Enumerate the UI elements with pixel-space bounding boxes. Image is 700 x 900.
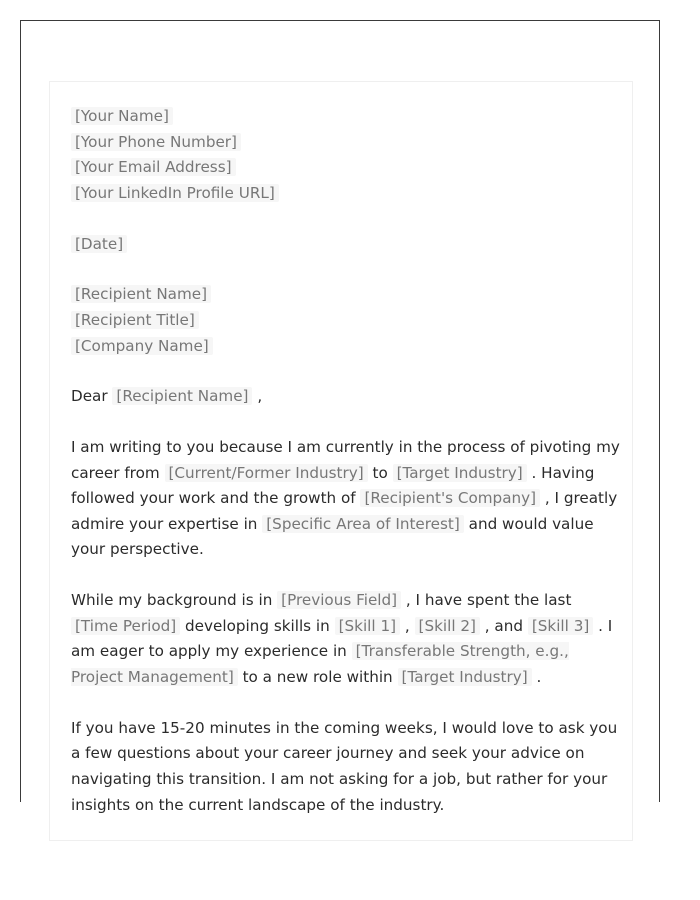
target-industry-placeholder: [Target Industry] bbox=[398, 668, 532, 686]
recipient-title-placeholder: [Recipient Title] bbox=[71, 311, 199, 329]
recipient-name-placeholder: [Recipient Name] bbox=[71, 285, 211, 303]
paragraph-text: , I greatly admire your expertise in bbox=[71, 489, 618, 533]
paragraph-text: . bbox=[536, 668, 542, 687]
paragraph-request: If you have 15-20 minutes in the coming weeks, I would love to ask you a few questions about your career journey and seek your advice on navigating this transition. I am not asking for a job, but rather for your insights on the current landscape of the industry. bbox=[71, 718, 618, 814]
paragraph-text: While my background is in bbox=[71, 591, 273, 610]
paragraph-text: , bbox=[404, 616, 410, 635]
time-period-placeholder: [Time Period] bbox=[71, 617, 180, 635]
paragraph-text: to a new role within bbox=[242, 668, 393, 687]
paragraph-text: , and bbox=[484, 616, 524, 635]
paragraph-text: developing skills in bbox=[185, 616, 330, 635]
target-industry-placeholder: [Target Industry] bbox=[393, 464, 527, 482]
paragraph-text: I am writing to you because I am currently in the process of pivoting my career from bbox=[71, 438, 620, 482]
letter-card bbox=[49, 81, 633, 841]
sender-linkedin-placeholder: [Your LinkedIn Profile URL] bbox=[71, 184, 279, 202]
date-block bbox=[71, 232, 623, 258]
paragraph-text: , I have spent the last bbox=[405, 591, 572, 610]
paragraph-background bbox=[71, 588, 623, 690]
document-page bbox=[20, 20, 660, 814]
current-industry-placeholder: [Current/Former Industry] bbox=[165, 464, 368, 482]
salutation-prefix: Dear bbox=[71, 387, 108, 406]
recipient-company-placeholder: [Recipient's Company] bbox=[360, 489, 540, 507]
paragraph-text: and would value your perspective. bbox=[71, 514, 594, 559]
company-name-placeholder: [Company Name] bbox=[71, 337, 213, 355]
recipient-block bbox=[71, 282, 623, 359]
sender-email-placeholder: [Your Email Address] bbox=[71, 158, 236, 176]
sender-name-placeholder: [Your Name] bbox=[71, 107, 173, 125]
area-of-interest-placeholder: [Specific Area of Interest] bbox=[262, 515, 464, 533]
skill-1-placeholder: [Skill 1] bbox=[335, 617, 400, 635]
transferable-strength-placeholder: [Transferable Strength, e.g., Project Management] bbox=[71, 642, 569, 687]
salutation-name-placeholder: [Recipient Name] bbox=[112, 387, 252, 405]
paragraph-text: to bbox=[372, 463, 388, 482]
salutation bbox=[71, 384, 623, 410]
paragraph-text: . I am eager to apply my experience in bbox=[71, 616, 613, 661]
letter-body bbox=[71, 104, 623, 843]
salutation-suffix: , bbox=[257, 387, 263, 406]
sender-block bbox=[71, 104, 623, 206]
paragraph-text: . Having followed your work and the growth of bbox=[71, 463, 595, 508]
sender-phone-placeholder: [Your Phone Number] bbox=[71, 133, 241, 151]
paragraph-intro bbox=[71, 435, 623, 563]
date-placeholder: [Date] bbox=[71, 235, 127, 253]
previous-field-placeholder: [Previous Field] bbox=[277, 591, 401, 609]
skill-2-placeholder: [Skill 2] bbox=[415, 617, 480, 635]
skill-3-placeholder: [Skill 3] bbox=[528, 617, 593, 635]
